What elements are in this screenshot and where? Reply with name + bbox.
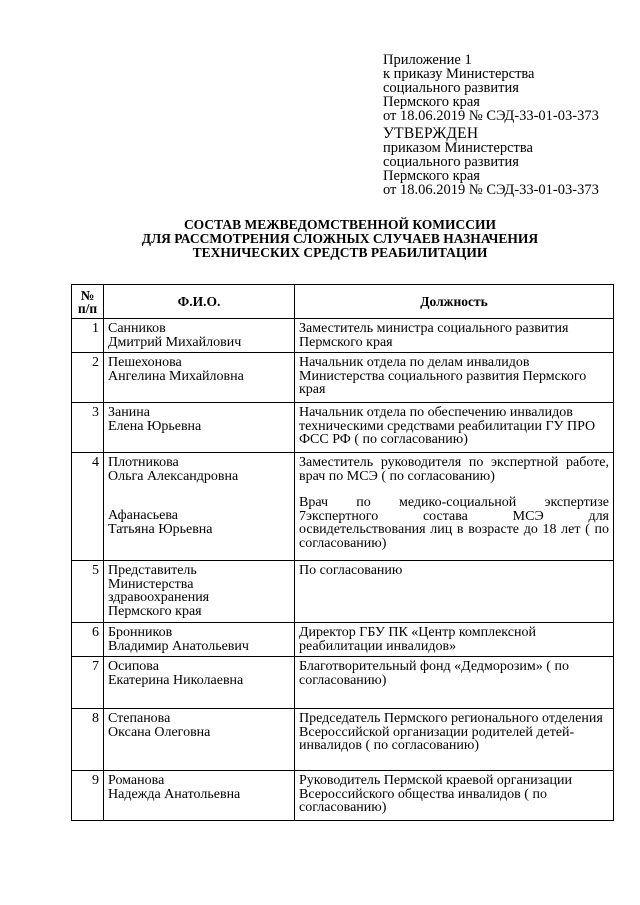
row-name — [104, 453, 295, 561]
approval-block — [383, 127, 633, 197]
row-number: 2 — [72, 353, 104, 403]
row-name — [104, 771, 295, 821]
header-name: Ф.И.О. — [104, 285, 295, 319]
given-names: Надежда Анатольевна — [108, 786, 241, 802]
document-title — [90, 218, 590, 260]
header-position: Должность — [295, 285, 614, 319]
surname: Романова — [108, 773, 165, 788]
given-names: Владимир Анатольевич — [108, 638, 249, 654]
table-row — [72, 561, 614, 623]
row-position: Руководитель Пермской краевой организации Всероссийского общества инвалидов ( по согласованию) — [295, 771, 614, 821]
table-row — [72, 771, 614, 821]
approval-line: от 18.06.2019 № СЭД-33-01-03-373 — [383, 182, 599, 198]
given-names: Оксана Олеговна — [108, 724, 211, 740]
row-name — [104, 657, 295, 709]
row-name — [104, 319, 295, 353]
row-position: Заместитель министра социального развития Пермского края — [295, 319, 614, 353]
approval-line: социального развития — [383, 154, 519, 170]
row-position: Благотворительный фонд «Дедморозим» ( по согласованию) — [295, 657, 614, 709]
position-text: Врач по медико-социальной экспертизе 7экспертного состава МСЭ для освидетельствования лиц в возрасте до 18 лет ( по согласованию) — [299, 495, 609, 551]
approval-line: приказом Министерства — [383, 140, 533, 156]
spacer — [108, 483, 290, 509]
table-row — [72, 319, 614, 353]
given-names: Елена Юрьевна — [108, 418, 202, 434]
surname: Плотникова — [108, 455, 179, 470]
row-number: 3 — [72, 403, 104, 453]
name-line: Представитель — [108, 563, 197, 578]
table-row — [72, 657, 614, 709]
position-text: Заместитель руководителя по экспертной работе, врач по МСЭ ( по согласованию) — [299, 455, 609, 484]
row-name — [104, 403, 295, 453]
name-line: Министерства — [108, 576, 194, 592]
annex-line: к приказу Министерства — [383, 66, 535, 82]
row-number: 8 — [72, 709, 104, 771]
name-line: Пермского края — [108, 603, 202, 619]
row-position: Начальник отдела по обеспечению инвалидов техническими средствами реабилитации ГУ ПРО ФСС РФ ( по согласованию) — [295, 403, 614, 453]
surname: Санников — [108, 321, 166, 336]
title-line: СОСТАВ МЕЖВЕДОМСТВЕННОЙ КОМИССИИ — [183, 217, 497, 232]
annex-line: от 18.06.2019 № СЭД-33-01-03-373 — [383, 108, 599, 124]
row-number: 1 — [72, 319, 104, 353]
approval-line: Пермского края — [383, 168, 480, 184]
annex-line: социального развития — [383, 80, 519, 96]
row-position: Начальник отдела по делам инвалидов Министерства социального развития Пермского края — [295, 353, 614, 403]
row-number: 4 — [72, 453, 104, 561]
table-row — [72, 709, 614, 771]
title-line: ДЛЯ РАССМОТРЕНИЯ СЛОЖНЫХ СЛУЧАЕВ НАЗНАЧЕНИЯ — [141, 231, 539, 246]
row-number: 6 — [72, 623, 104, 657]
name-line: здравоохранения — [108, 590, 210, 605]
row-position: Председатель Пермского регионального отделения Всероссийской организации родителей детей-инвалидов ( по согласованию) — [295, 709, 614, 771]
header-number-line1: № — [80, 287, 95, 303]
header-number — [72, 285, 104, 319]
given-names: Екатерина Николаевна — [108, 672, 244, 688]
surname: Осипова — [108, 659, 159, 674]
surname: Занина — [108, 405, 150, 420]
table-row — [72, 353, 614, 403]
row-position: По согласованию — [295, 561, 614, 623]
header-number-line2: п/п — [77, 301, 98, 316]
table-row — [72, 623, 614, 657]
table-row — [72, 403, 614, 453]
table-row — [72, 453, 614, 561]
row-name — [104, 561, 295, 623]
given-names: Ольга Александровна — [108, 468, 239, 484]
row-number: 5 — [72, 561, 104, 623]
row-position — [295, 453, 614, 561]
surname: Афанасьева — [108, 508, 179, 523]
row-number: 7 — [72, 657, 104, 709]
commission-table — [71, 284, 614, 821]
row-name — [104, 623, 295, 657]
row-position: Директор ГБУ ПК «Центр комплексной реабилитации инвалидов» — [295, 623, 614, 657]
annex-line: Пермского края — [383, 94, 480, 110]
surname: Пешехонова — [108, 355, 182, 370]
surname: Бронников — [108, 625, 173, 640]
row-number: 9 — [72, 771, 104, 821]
row-name — [104, 353, 295, 403]
annex-line: Приложение 1 — [383, 52, 472, 68]
surname: Степанова — [108, 711, 171, 726]
given-names: Дмитрий Михайлович — [108, 334, 242, 350]
given-names: Ангелина Михайловна — [108, 368, 244, 384]
approval-heading: УТВЕРЖДЕН — [383, 125, 479, 142]
table-header-row — [72, 285, 614, 319]
row-name — [104, 709, 295, 771]
given-names: Татьяна Юрьевна — [108, 521, 213, 537]
title-line: ТЕХНИЧЕСКИХ СРЕДСТВ РЕАБИЛИТАЦИИ — [192, 245, 488, 260]
annex-block — [383, 53, 633, 123]
